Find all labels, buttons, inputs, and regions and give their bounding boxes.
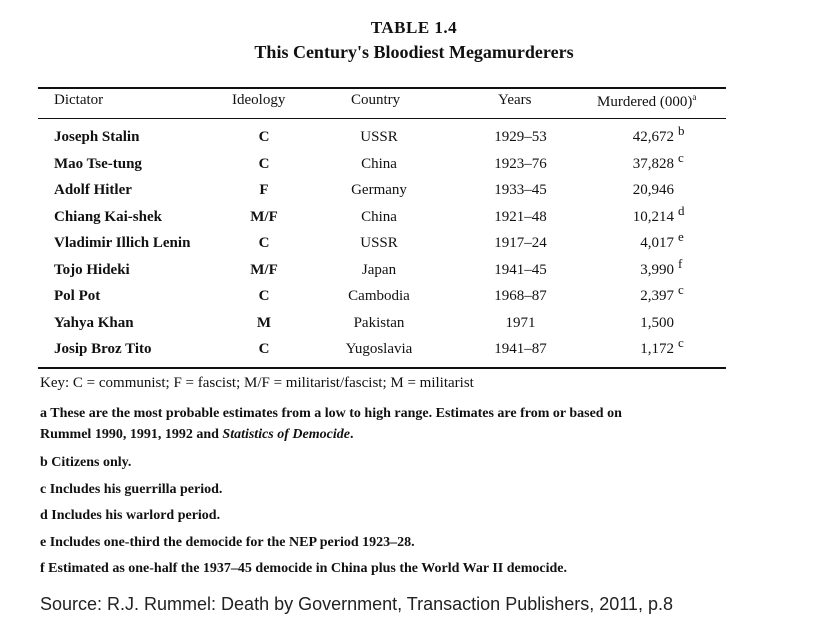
country-cell: USSR — [360, 129, 398, 145]
footnote-c: c Includes his guerrilla period. — [40, 482, 223, 497]
footnote-a-prefix: Rummel 1990, 1991, 1992 and — [40, 427, 223, 442]
ideology-cell: F — [259, 182, 269, 198]
murdered-cell: 20,946 — [632, 182, 674, 198]
footnote-a-work-title: Statistics of Democide — [222, 427, 350, 442]
years-cell: 1929–53 — [494, 129, 547, 145]
footnote-a-suffix: . — [349, 427, 354, 442]
table-bottom-rule — [38, 367, 726, 369]
ideology-cell: M/F — [250, 208, 278, 225]
murdered-cell: 37,828 — [632, 155, 674, 172]
ideology-cell: M — [256, 314, 272, 331]
dictator-cell: Pol Pot — [54, 288, 101, 304]
murdered-cell: 10,214 — [632, 208, 674, 225]
country-cell: USSR — [360, 235, 398, 251]
dictator-cell: Vladimir Illich Lenin — [54, 235, 191, 251]
ideology-cell: C — [258, 288, 270, 304]
header-murdered — [597, 92, 696, 111]
ideology-cell: C — [258, 129, 270, 145]
dictator-cell: Chiang Kai-shek — [54, 208, 162, 225]
ideology-cell: C — [258, 235, 270, 251]
ideology-cell: M/F — [250, 261, 278, 278]
murdered-cell: 3,990 — [640, 261, 674, 278]
country-cell: China — [361, 208, 397, 225]
years-cell: 1917–24 — [494, 235, 547, 251]
murdered-footnote-marker: c — [678, 282, 684, 297]
murdered-footnote-marker: f — [678, 255, 683, 271]
dictator-cell: Joseph Stalin — [54, 129, 140, 145]
country-cell: Germany — [351, 182, 407, 198]
header-ideology: Ideology — [232, 92, 286, 108]
years-cell: 1968–87 — [494, 288, 547, 304]
source-citation: Source: R.J. Rummel: Death by Government, Transaction Publishers, 2011, p.8 — [40, 594, 673, 614]
years-cell: 1921–48 — [494, 208, 547, 225]
header-murdered-label: Murdered (000) — [597, 94, 693, 110]
murdered-cell: 1,172 — [640, 341, 674, 357]
murdered-footnote-marker: c — [678, 149, 684, 165]
footnote-f: f Estimated as one-half the 1937–45 democide in China plus the World War II democide. — [40, 561, 567, 576]
ideology-cell: C — [258, 341, 270, 357]
table-title: This Century's Bloodiest Megamurderers — [254, 42, 574, 62]
dictator-cell: Yahya Khan — [54, 314, 134, 331]
country-cell: Yugoslavia — [345, 341, 413, 357]
years-cell: 1933–45 — [494, 182, 547, 198]
footnote-a-line2 — [40, 427, 353, 443]
dictator-cell: Adolf Hitler — [54, 182, 132, 198]
table-number: TABLE 1.4 — [370, 18, 458, 37]
country-cell: Pakistan — [353, 314, 405, 331]
dictator-cell: Tojo Hideki — [54, 261, 130, 278]
footnote-b: b Citizens only. — [40, 455, 132, 470]
key-note: Key: C = communist; F = fascist; M/F = militarist/fascist; M = militarist — [40, 375, 474, 391]
years-cell: 1923–76 — [494, 155, 547, 172]
header-dictator: Dictator — [54, 92, 104, 108]
dictator-cell: Josip Broz Tito — [54, 341, 152, 357]
header-rule — [38, 118, 726, 119]
murdered-footnote-marker: e — [678, 229, 684, 244]
years-cell: 1941–87 — [494, 341, 547, 357]
murdered-cell: 42,672 — [632, 129, 674, 145]
table-top-rule — [38, 87, 726, 89]
murdered-cell: 1,500 — [640, 314, 674, 331]
footnote-e: e Includes one-third the democide for the NEP period 1923–28. — [40, 535, 415, 550]
country-cell: Japan — [361, 261, 397, 278]
murdered-cell: 4,017 — [640, 235, 674, 251]
murdered-footnote-marker: c — [678, 335, 684, 350]
country-cell: Cambodia — [348, 288, 410, 304]
murdered-footnote-marker: b — [678, 123, 685, 138]
murdered-footnote-marker: d — [678, 202, 685, 218]
header-years: Years — [498, 92, 532, 108]
years-cell: 1971 — [505, 314, 536, 331]
years-cell: 1941–45 — [494, 261, 547, 278]
header-country: Country — [351, 92, 401, 108]
dictator-cell: Mao Tse-tung — [54, 155, 142, 172]
header-murdered-footnote: a — [692, 92, 697, 102]
footnote-d: d Includes his warlord period. — [40, 508, 221, 523]
country-cell: China — [361, 155, 397, 172]
footnote-a-line1: a These are the most probable estimates from a low to high range. Estimates are from or based on — [40, 406, 622, 421]
murdered-cell: 2,397 — [640, 288, 674, 304]
ideology-cell: C — [258, 155, 270, 172]
